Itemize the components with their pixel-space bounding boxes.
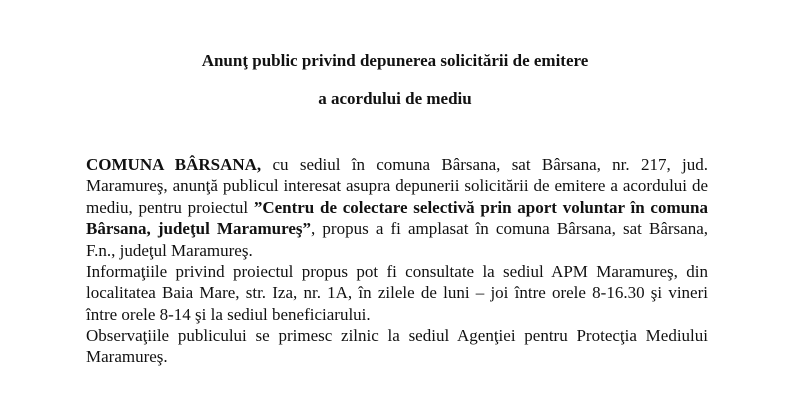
paragraph-applicant <box>86 154 708 261</box>
title-line-2: a acordului de mediu <box>318 89 472 108</box>
applicant-name: COMUNA BÂRSANA, <box>86 155 262 174</box>
title-line-1: Anunţ public privind depunerea solicitării de emitere <box>201 51 589 70</box>
paragraph1-text-a: cu sediul în comuna Bârsana, sat Bârsana, nr. 217, jud. Maramureş, anunţă publicul interesat asupra depunerii solicitării de emitere a acordului de mediu, pentru proiectul <box>86 155 708 217</box>
paragraph-information: Informaţiile privind proiectul propus pot fi consultate la sediul APM Maramureş, din localitatea Baia Mare, str. Iza, nr. 1A, în zilele de luni – joi între orele 8-16.30 şi vineri între orele 8-14 şi la sediul beneficiarului. <box>86 262 708 324</box>
paragraph-observations: Observaţiile publicului se primesc zilnic la sediul Agenţiei pentru Protecţia Mediului Maramureş. <box>86 326 708 367</box>
project-name: ”Centru de colectare selectivă prin aport voluntar în comuna Bârsana, judeţul Maramureş” <box>86 197 709 239</box>
paragraph1-text-b: , propus a fi amplasat în comuna Bârsana, sat Bârsana, F.n., judeţul Maramureş. <box>86 219 708 260</box>
